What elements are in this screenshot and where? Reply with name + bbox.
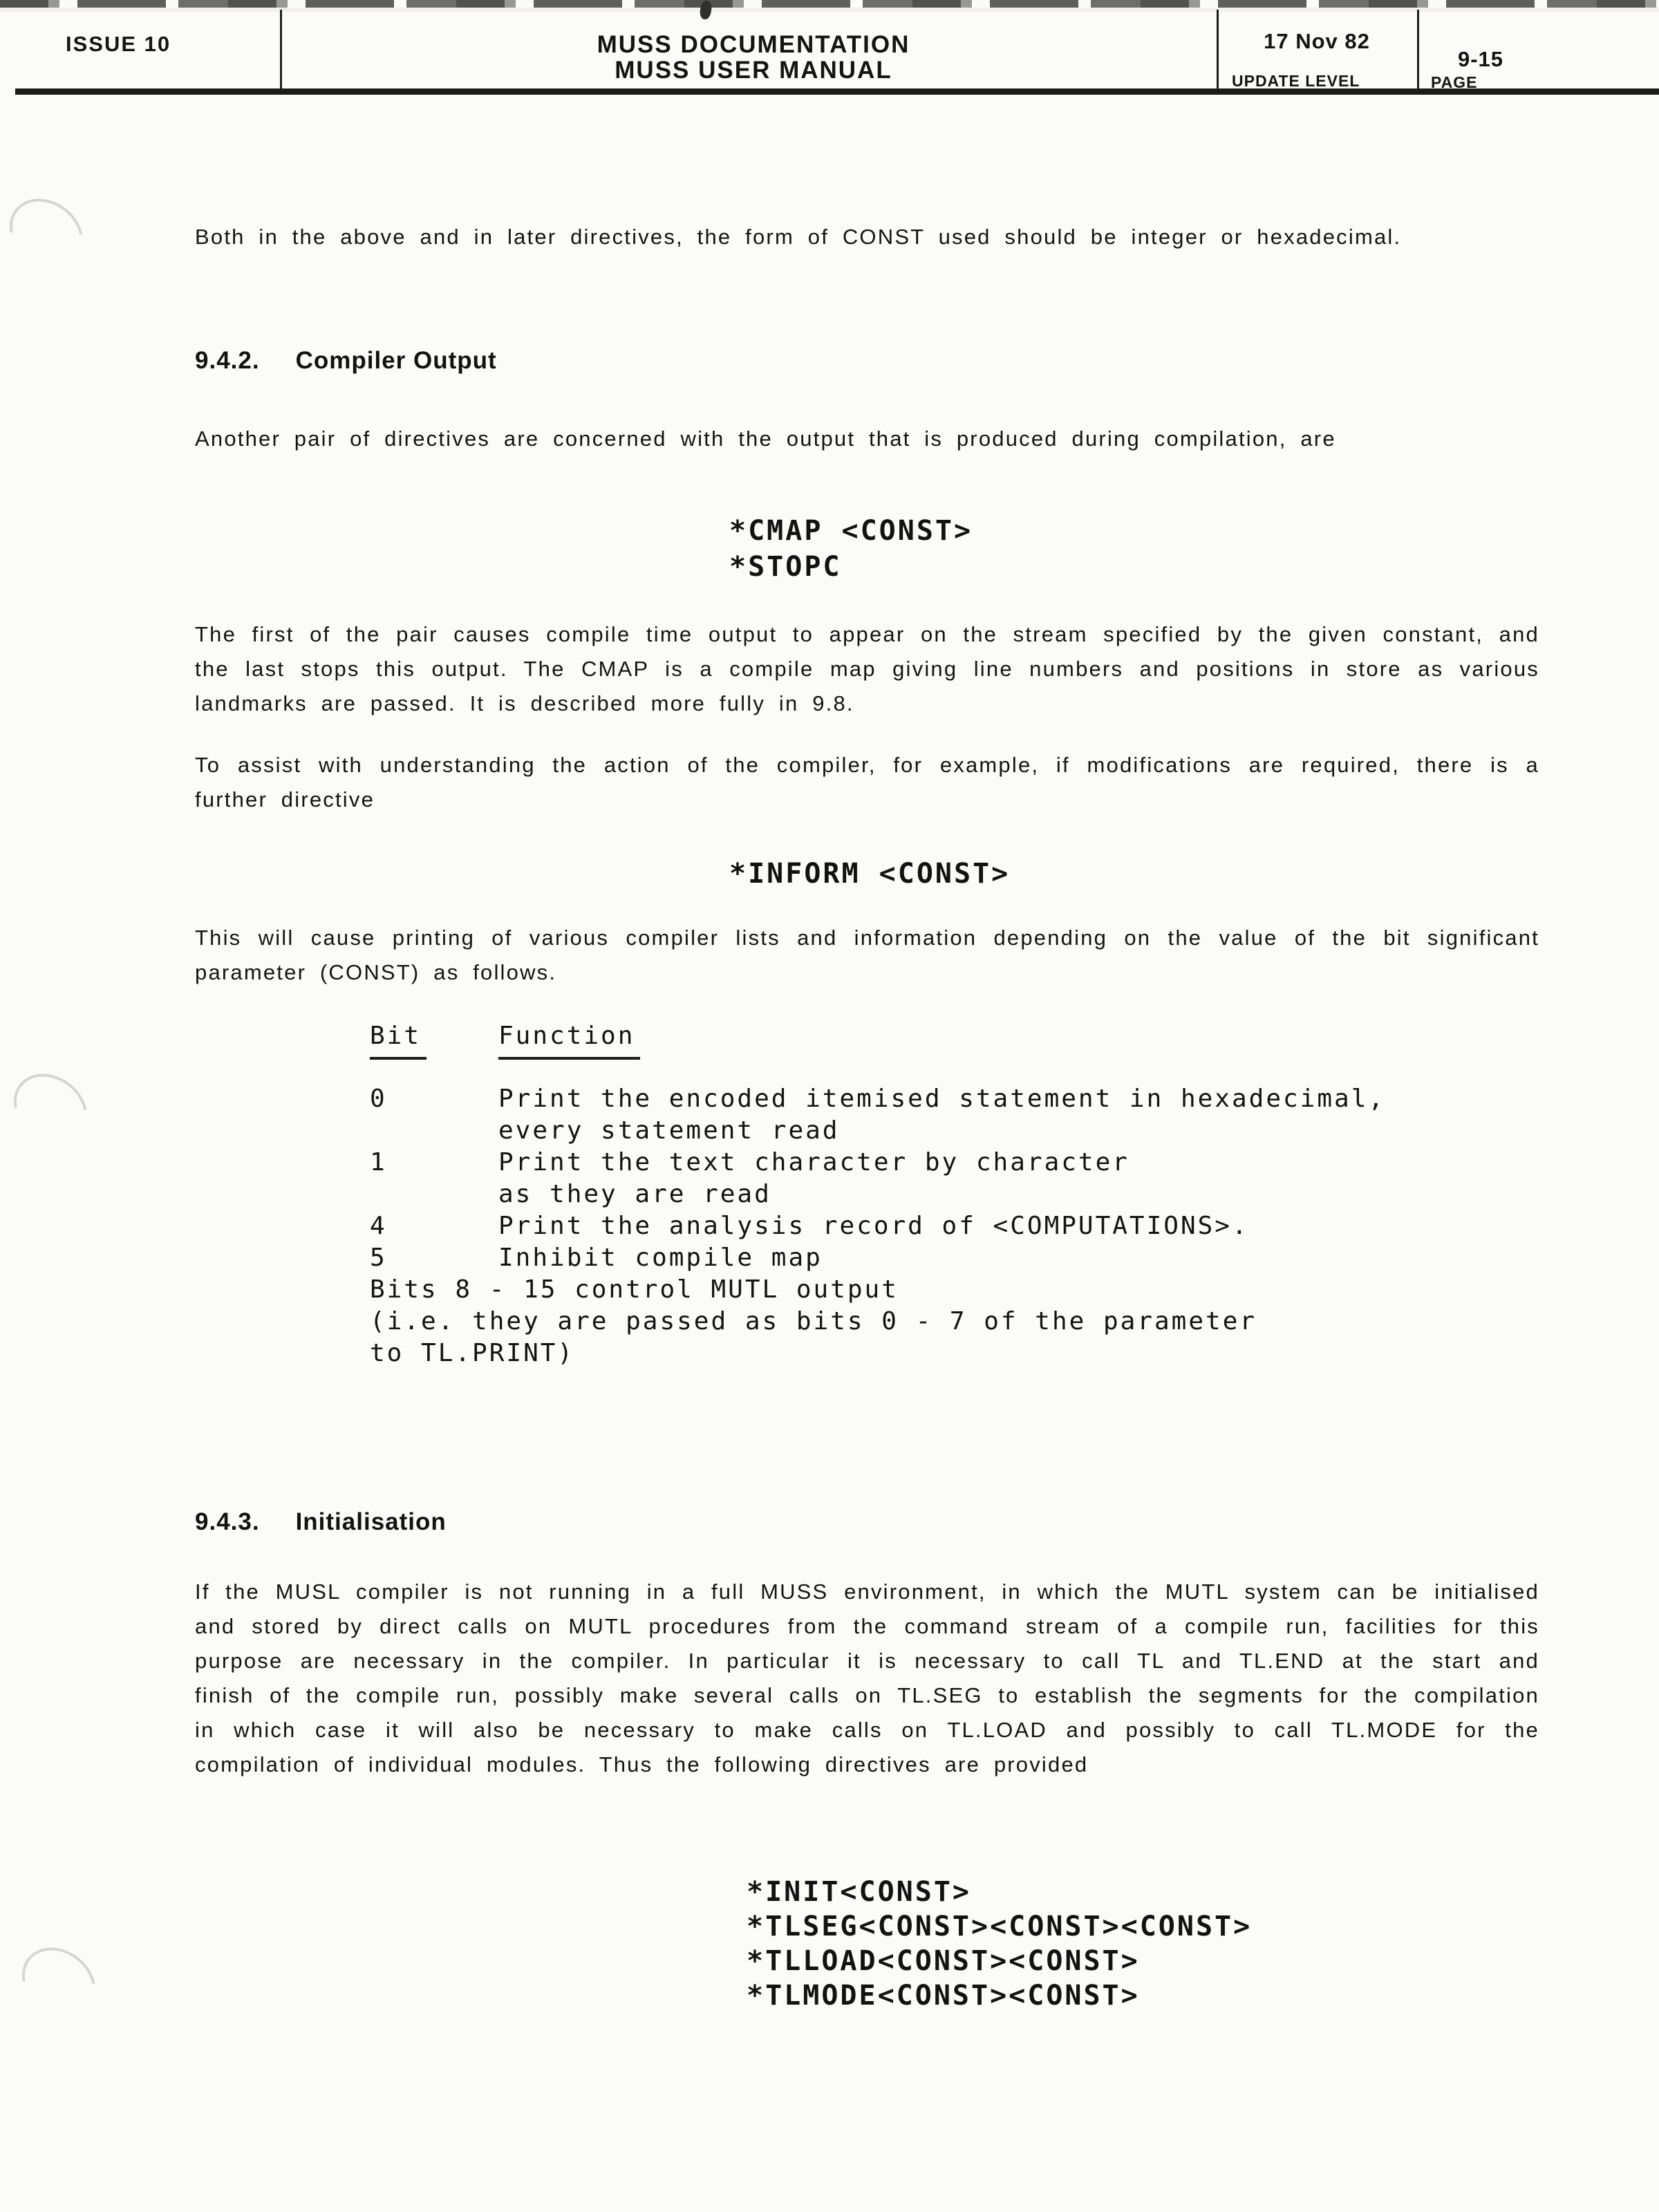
function-line: Inhibit compile map	[498, 1244, 823, 1272]
table-row	[370, 1242, 1385, 1274]
document-title-line1: MUSS DOCUMENTATION	[597, 31, 910, 58]
function-line: every statement read	[498, 1116, 840, 1145]
directive-line: *TLMODE<CONST><CONST>	[747, 1980, 1140, 2012]
header-divider-line	[280, 10, 282, 93]
bit-column-header: Bit	[370, 1020, 427, 1060]
page-number: 9-15	[1457, 47, 1504, 71]
header-bottom-rule	[15, 88, 1659, 95]
scan-noise-top	[0, 0, 1659, 8]
paragraph: To assist with understanding the action of the compiler, for example, if modifications are required, there is a further directive	[195, 753, 1539, 812]
function-line: Print the encoded itemised statement in hexadecimal,	[498, 1085, 1386, 1113]
bit-value: 0	[370, 1085, 387, 1113]
paragraph: Another pair of directives are concerned with the output that is produced during compilation, are	[195, 427, 1336, 451]
section-title: Compiler Output	[295, 347, 497, 374]
scan-artifact-arc	[0, 185, 97, 283]
function-text	[498, 1210, 1249, 1242]
issue-label: ISSUE 10	[66, 32, 171, 56]
directive-line: *TLSEG<CONST><CONST><CONST>	[747, 1911, 1253, 1942]
document-title	[297, 32, 1210, 83]
section-number: 9.4.2.	[195, 347, 260, 374]
table-row	[370, 1210, 1385, 1242]
paragraph: The first of the pair causes compile time output to appear on the stream specified by the given constant, and the last stops this output. The CMAP is a compile map giving line numbers and positions in store as various landmarks are passed. It is described more fully in 9.8.	[195, 622, 1539, 715]
scan-artifact-arc	[8, 1933, 109, 2032]
section-heading-943	[195, 1508, 447, 1536]
section-heading-942	[195, 347, 497, 375]
page-label: PAGE	[1431, 73, 1478, 91]
table-header	[370, 1020, 1385, 1060]
scan-artifact-arc	[0, 1060, 101, 1159]
directive-block-init	[747, 1875, 1252, 2013]
directive-line: *INFORM <CONST>	[729, 858, 1011, 890]
update-level-label: UPDATE LEVEL	[1232, 72, 1360, 90]
directive-block-cmap	[729, 513, 973, 585]
table-notes	[370, 1274, 1385, 1369]
directive-line: *STOPC	[729, 551, 842, 583]
function-text	[498, 1242, 823, 1274]
bit-value: 4	[370, 1212, 387, 1240]
bit-function-table	[370, 1020, 1385, 1369]
section-title: Initialisation	[295, 1508, 447, 1535]
bit-value: 5	[370, 1244, 387, 1272]
directive-line: *TLLOAD<CONST><CONST>	[747, 1945, 1140, 1977]
function-line: as they are read	[498, 1180, 771, 1208]
note-line: (i.e. they are passed as bits 0 - 7 of the parameter	[370, 1307, 1257, 1335]
section-number: 9.4.3.	[195, 1508, 260, 1535]
directive-block-inform	[729, 856, 1010, 892]
directive-line: *INIT<CONST>	[747, 1876, 971, 1908]
note-line: to TL.PRINT)	[370, 1339, 575, 1367]
paragraph: If the MUSL compiler is not running in a full MUSS environment, in which the MUTL system can be initialised and stored by direct calls on MUTL procedures from the command stream of a compile run, facilities for this purpose are necessary in the compiler. In particular it is necessary to call TL and TL.END at the start and finish of the compile run, possibly make several calls on TL.SEG to establish the segments for the compilation in which case it will also be necessary to make calls on TL.LOAD and possibly to call TL.MODE for the compilation of individual modules. Thus the following directives are provided	[195, 1580, 1539, 1777]
bit-value: 1	[370, 1148, 387, 1177]
note-line: Bits 8 - 15 control MUTL output	[370, 1275, 899, 1304]
bit-column-cell	[370, 1020, 498, 1060]
function-line: Print the text character by character	[498, 1148, 1130, 1177]
document-title-line2: MUSS USER MANUAL	[615, 57, 892, 84]
function-text	[498, 1083, 1385, 1147]
function-line: Print the analysis record of <COMPUTATIONS>.	[498, 1212, 1249, 1240]
paragraph: This will cause printing of various compiler lists and information depending on the value of the bit significant parameter (CONST) as follows.	[195, 926, 1539, 984]
scan-noise-strip	[0, 8, 1659, 12]
table-rows	[370, 1083, 1385, 1274]
update-date: 17 Nov 82	[1264, 29, 1370, 53]
directive-line: *CMAP <CONST>	[729, 515, 973, 547]
function-column-header: Function	[498, 1020, 640, 1060]
table-row	[370, 1083, 1385, 1147]
intro-paragraph: Both in the above and in later directives, the form of CONST used should be integer or hexadecimal.	[195, 225, 1402, 249]
function-text	[498, 1147, 1130, 1210]
table-row	[370, 1147, 1385, 1210]
